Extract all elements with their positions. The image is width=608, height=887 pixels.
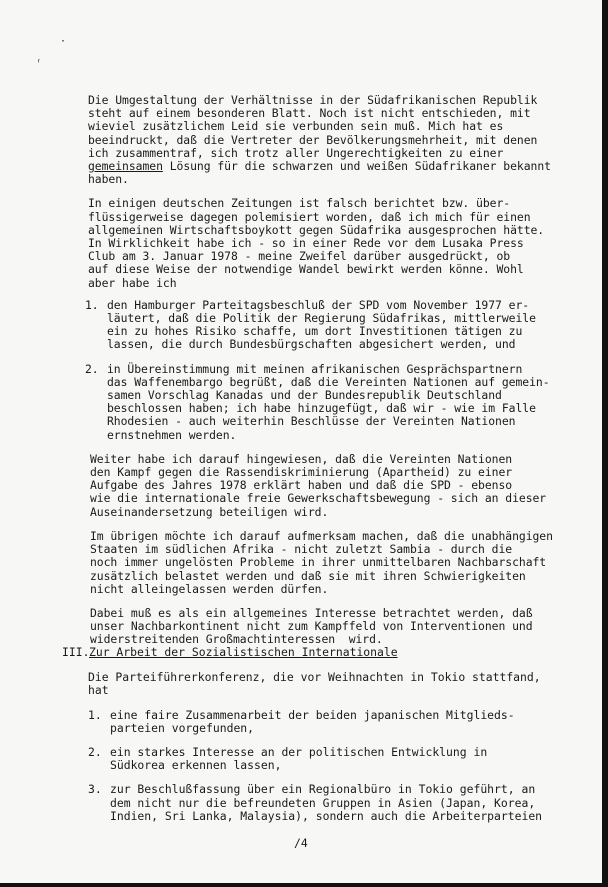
text-line: beschlossen haben; ich habe hinzugefügt, daß wir - wie im Falle [107, 401, 536, 416]
text-line: den Hamburger Parteitagsbeschluß der SPD vom November 1977 er- [107, 297, 530, 312]
list-item [88, 783, 562, 823]
text-line: zusätzlich belastet werden und daß sie mit ihren Schwierigkeiten [90, 568, 526, 583]
text-line: das Waffenembargo begrüßt, daß die Vereinten Nationen auf gemein- [107, 374, 550, 389]
section-numeral: III. [62, 645, 90, 659]
list-item [88, 746, 562, 772]
numbered-list [85, 299, 558, 442]
text-line: widerstreitenden Großmachtinteressen wird. [90, 632, 383, 647]
text-line: läutert, daß die Politik der Regierung Südafrikas, mittlerweile [107, 311, 536, 326]
text-line: den Kampf gegen die Rassendiskriminierung (Apartheid) zu einer [90, 465, 513, 480]
text-line: wie die internationale freie Gewerkschaftsbewegung - sich an dieser [90, 491, 547, 506]
text-line: Auseinandersetzung beteiligen wird. [90, 504, 329, 519]
text-line: ein starkes Interesse an der politischen Entwicklung in [110, 745, 488, 760]
text-line: Rhodesien - auch weiterhin Beschlüsse der Vereinten Nationen [107, 414, 516, 429]
text-line: lassen, die durch Bundesbürgschaften abgesichert werden, und [107, 337, 516, 352]
paragraph-newspapers [88, 197, 558, 289]
text-line [88, 160, 558, 173]
paragraph-south-africa [88, 94, 558, 186]
text-line: Die Parteiführerkonferenz, die vor Weihnachten in Tokio stattfand, [88, 670, 541, 685]
text-line: Club am 3. Januar 1978 - meine Zweifel darüber ausgedrückt, ob [88, 249, 511, 264]
scan-speck: ʳ [36, 58, 43, 69]
text-line: parteien vorgefunden, [110, 720, 255, 735]
section-body [88, 671, 562, 823]
paragraph-general-interest [90, 607, 558, 647]
text-line: eine faire Zusammenarbeit der beiden japanischen Mitglieds- [110, 707, 515, 722]
list-number: 3. [88, 782, 102, 797]
text-line: Im übrigen möchte ich darauf aufmerksam machen, daß die unabhängigen [90, 528, 553, 543]
section-title: Zur Arbeit der Sozialistischen Internationale [89, 645, 398, 659]
text-line: In Wirklichkeit habe ich - so in einer Rede vor dem Lusaka Press [88, 236, 524, 251]
text-line: Staaten im südlichen Afrika - nicht zuletzt Sambia - durch die [90, 542, 513, 557]
text-line: beeindruckt, daß die Vertreter der Bevölkerungsmehrheit, mit denen [88, 132, 538, 147]
text-line: unser Nachbarkontinent nicht zum Kampffeld von Interventionen und [90, 619, 533, 634]
list-number: 1. [88, 707, 102, 722]
list-number: 2. [88, 745, 102, 760]
page-number: /4 [294, 836, 308, 850]
text-line: allgemeinen Wirtschaftsboykott gegen Südafrika ausgesprochen hätte. [88, 222, 545, 237]
text-line: flüssigerweise dagegen polemisiert worden, daß ich mich für einen [88, 209, 531, 224]
section-three [62, 646, 562, 834]
paragraph-tokyo-conference [88, 671, 562, 697]
text-line: Dabei muß es als ein allgemeines Interesse betrachtet werden, daß [90, 605, 533, 620]
list-item [88, 709, 562, 735]
list-number: 1. [85, 297, 99, 312]
text-line: Die Umgestaltung der Verhältnisse in der Südafrikanischen Republik [88, 93, 538, 107]
numbered-list [88, 709, 562, 823]
document-body [85, 93, 558, 658]
text-line: haben. [88, 172, 129, 187]
text-line: in Übereinstimmung mit meinen afrikanischen Gesprächspartnern [107, 361, 523, 376]
text-line: noch immer ungelösten Probleme in ihrer unmittelbaren Nachbarschaft [90, 555, 547, 570]
section-heading [62, 646, 562, 659]
text-line: In einigen deutschen Zeitungen ist falsch berichtet bzw. über- [88, 196, 511, 211]
underlined-word: gemeinsamen [88, 159, 163, 174]
text-line: hat [88, 683, 109, 698]
paragraph-un-apartheid [90, 453, 558, 519]
text-line: aber habe ich [88, 275, 177, 290]
text-line: auf diese Weise der notwendige Wandel bewirkt werden könne. Wohl [88, 262, 524, 277]
paragraph-southern-africa-states [90, 530, 558, 596]
text-line: zur Beschlußfassung über ein Regionalbüro in Tokio geführt, an [110, 782, 536, 797]
text-line: ein zu hohes Risiko schaffe, um dort Investitionen tätigen zu [107, 324, 523, 339]
text-fragment: Lösung für die schwarzen und weißen Südafrikaner bekannt [162, 159, 551, 174]
scan-speck: · [60, 36, 67, 47]
list-item [85, 299, 558, 352]
text-line: ernstnehmen werden. [107, 427, 237, 442]
text-line: dem nicht nur die befreundeten Gruppen in Asien (Japan, Korea, [110, 795, 536, 810]
list-number: 2. [85, 361, 99, 376]
text-line: Weiter habe ich darauf hingewiesen, daß die Vereinten Nationen [90, 451, 513, 466]
text-line: Aufgabe des Jahres 1978 erklärt haben und daß die SPD - ebenso [90, 478, 513, 493]
list-item [85, 363, 558, 442]
text-line: Indien, Sri Lanka, Malaysia), sondern auch die Arbeiterparteien [110, 808, 543, 823]
text-line: samen Vorschlag Kanadas und der Bundesrepublik Deutschland [107, 388, 502, 403]
text-line: ich zusammentraf, sich trotz aller Ungerechtigkeiten zu einer [88, 145, 504, 160]
text-line: Südkorea erkennen lassen, [110, 758, 282, 773]
text-line: nicht alleingelassen werden dürfen. [90, 581, 329, 596]
text-line: steht auf einem besonderen Blatt. Noch ist nicht entschieden, mit [88, 106, 531, 121]
text-line: wieviel zusätzlichem Leid sie verbunden sein muß. Mich hat es [88, 119, 504, 134]
